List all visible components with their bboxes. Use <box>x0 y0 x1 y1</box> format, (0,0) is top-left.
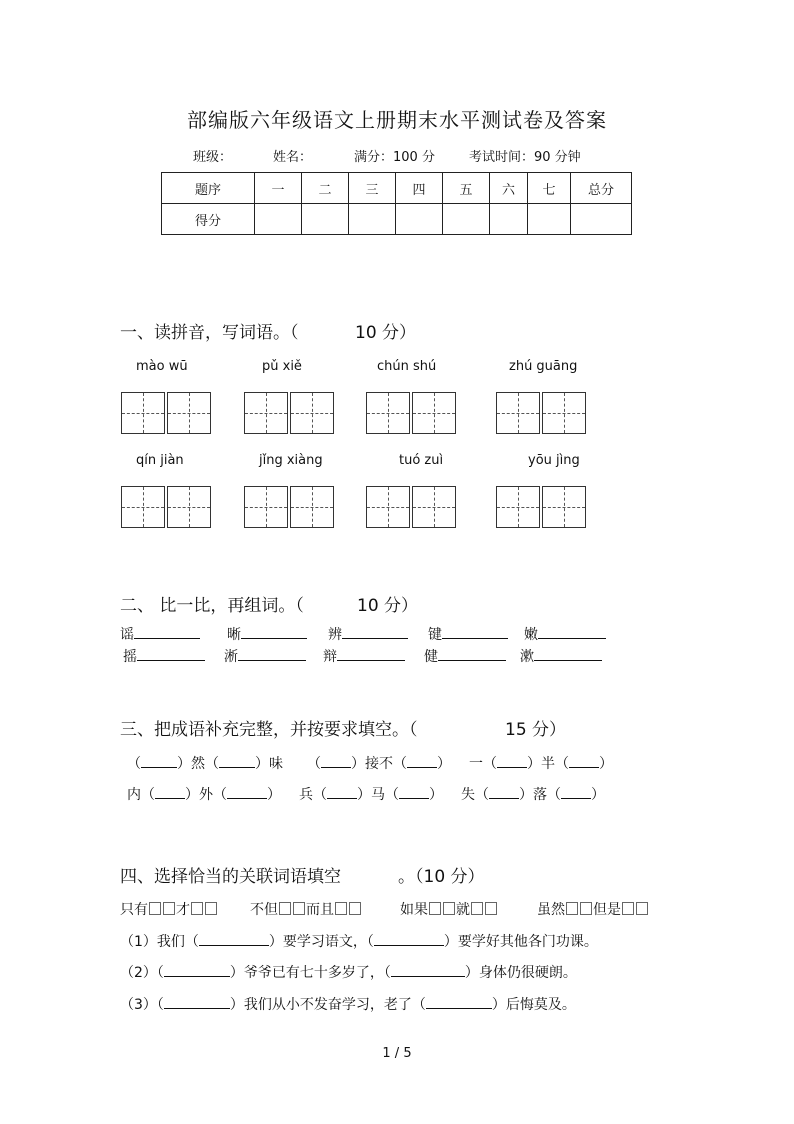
header-cell: 题序 <box>162 173 255 204</box>
idiom-blank[interactable] <box>399 784 429 799</box>
char-cell[interactable] <box>412 392 456 434</box>
char-cell[interactable] <box>542 486 586 528</box>
score-table-score-row <box>162 204 632 235</box>
score-cell <box>255 204 302 235</box>
compare-word <box>227 624 307 644</box>
question-text: ）要学习语文，（ <box>268 934 374 950</box>
blank-box <box>349 902 361 915</box>
answer-blank[interactable] <box>342 624 408 639</box>
conjunction-option <box>120 899 218 919</box>
char: 键 <box>428 627 442 643</box>
blank-box <box>622 902 634 915</box>
answer-blank[interactable] <box>391 962 465 977</box>
answer-blank[interactable] <box>442 624 508 639</box>
section3-heading: 三、把成语补充完整，并按要求填空。（ <box>120 720 418 740</box>
char-cell[interactable] <box>290 486 334 528</box>
idiom-blank[interactable] <box>407 753 437 768</box>
pinyin-6: jǐng xiàng <box>259 453 323 468</box>
writing-grid-2[interactable] <box>244 392 334 434</box>
pinyin-3: chún shú <box>377 359 437 374</box>
idiom-blank[interactable] <box>155 784 185 799</box>
idiom-row-1 <box>127 753 613 773</box>
idiom-blank[interactable] <box>141 753 177 768</box>
conjunction-option <box>537 899 649 919</box>
conj-word: 而且 <box>306 902 334 918</box>
writing-grid-6[interactable] <box>244 486 334 528</box>
score-cell <box>490 204 528 235</box>
blank-box <box>293 902 305 915</box>
section1-points: 10 分） <box>355 323 417 343</box>
idiom-text: ）味 <box>255 756 283 772</box>
answer-blank[interactable] <box>134 624 200 639</box>
conj-word: 只有 <box>120 902 148 918</box>
char: 辨 <box>328 627 342 643</box>
score-cell <box>571 204 632 235</box>
blank-box <box>191 902 203 915</box>
idiom-blank[interactable] <box>569 753 599 768</box>
conj-word: 虽然 <box>537 902 565 918</box>
char: 谣 <box>120 627 134 643</box>
header-cell: 四 <box>396 173 443 204</box>
compare-word <box>520 646 602 666</box>
idiom-text: 内（ <box>127 787 155 803</box>
conjunction-option <box>400 899 498 919</box>
question-text: ）我们从小不发奋学习，老了（ <box>229 997 426 1013</box>
idiom-blank[interactable] <box>321 753 351 768</box>
class-label: 班级： <box>193 150 233 165</box>
char-cell[interactable] <box>121 392 165 434</box>
char-cell[interactable] <box>290 392 334 434</box>
page-number: 1 / 5 <box>382 1046 412 1061</box>
blank-box <box>429 902 441 915</box>
question-text: ）身体仍很硬朗。 <box>464 965 577 981</box>
score-cell <box>349 204 396 235</box>
section3-points: 15 分） <box>505 720 567 740</box>
blank-box <box>485 902 497 915</box>
blank-box <box>279 902 291 915</box>
answer-blank[interactable] <box>337 646 405 661</box>
idiom-text: ） <box>437 756 451 772</box>
writing-grid-3[interactable] <box>366 392 456 434</box>
char-cell[interactable] <box>366 486 410 528</box>
idiom-text: ） <box>591 787 605 803</box>
question-1 <box>120 931 598 951</box>
char-cell[interactable] <box>496 486 540 528</box>
answer-blank[interactable] <box>199 931 269 946</box>
answer-blank[interactable] <box>538 624 606 639</box>
idiom-blank[interactable] <box>489 784 519 799</box>
writing-grid-4[interactable] <box>496 392 586 434</box>
header-cell: 二 <box>302 173 349 204</box>
idiom-text: ） <box>429 787 443 803</box>
char: 摇 <box>123 649 137 665</box>
blank-box <box>335 902 347 915</box>
char: 漱 <box>520 649 534 665</box>
score-table-header-row <box>162 173 632 204</box>
idiom-text: 兵（ <box>299 787 327 803</box>
blank-box <box>566 902 578 915</box>
pinyin-5: qín jiàn <box>136 453 184 468</box>
full-score: 满分：100 分 <box>354 150 435 165</box>
score-cell <box>396 204 443 235</box>
char: 嫩 <box>524 627 538 643</box>
blank-box <box>205 902 217 915</box>
section4-points: 。（10 分） <box>398 867 485 887</box>
answer-blank[interactable] <box>241 624 307 639</box>
idiom-blank[interactable] <box>561 784 591 799</box>
question-3 <box>120 994 576 1014</box>
compare-word <box>120 624 200 644</box>
char-cell[interactable] <box>412 486 456 528</box>
idiom-blank[interactable] <box>219 753 255 768</box>
compare-word <box>328 624 408 644</box>
idiom-text: ） <box>599 756 613 772</box>
compare-word <box>428 624 508 644</box>
question-2 <box>120 962 577 982</box>
char-cell[interactable] <box>167 486 211 528</box>
answer-blank[interactable] <box>164 962 230 977</box>
section2-points: 10 分） <box>357 596 419 616</box>
char: 晰 <box>227 627 241 643</box>
idiom-text: 一（ <box>469 756 497 772</box>
header-cell: 三 <box>349 173 396 204</box>
answer-blank[interactable] <box>238 646 306 661</box>
compare-word <box>524 624 606 644</box>
name-label: 姓名： <box>273 150 313 165</box>
pinyin-4: zhú guāng <box>509 359 578 374</box>
compare-word <box>123 646 205 666</box>
blank-box <box>636 902 648 915</box>
blank-box <box>149 902 161 915</box>
idiom-text: ）落（ <box>519 787 561 803</box>
conj-word: 就 <box>456 902 470 918</box>
char-cell[interactable] <box>244 486 288 528</box>
pinyin-2: pǔ xiě <box>262 359 302 374</box>
blank-box <box>163 902 175 915</box>
question-number: （1） <box>120 934 157 950</box>
score-cell <box>302 204 349 235</box>
section4-heading: 四、选择恰当的关联词语填空 <box>120 867 341 887</box>
compare-word <box>323 646 405 666</box>
idiom-text: ）接不（ <box>351 756 407 772</box>
idiom-blank[interactable] <box>227 784 267 799</box>
question-text: （ <box>156 997 164 1013</box>
header-cell: 总分 <box>571 173 632 204</box>
pinyin-8: yōu jìng <box>528 453 580 468</box>
char-cell[interactable] <box>496 392 540 434</box>
idiom-blank[interactable] <box>497 753 527 768</box>
idiom-row-2 <box>127 784 605 804</box>
pinyin-7: tuó zuì <box>399 453 444 468</box>
char-cell[interactable] <box>244 392 288 434</box>
answer-blank[interactable] <box>534 646 602 661</box>
char: 健 <box>424 649 438 665</box>
compare-word <box>224 646 306 666</box>
char-cell[interactable] <box>366 392 410 434</box>
writing-grid-8[interactable] <box>496 486 586 528</box>
score-row-label: 得分 <box>162 204 255 235</box>
idiom-text: ）外（ <box>185 787 227 803</box>
blank-box <box>443 902 455 915</box>
score-cell <box>528 204 571 235</box>
header-cell: 七 <box>528 173 571 204</box>
question-text: （ <box>156 965 164 981</box>
answer-blank[interactable] <box>164 994 230 1009</box>
char: 辩 <box>323 649 337 665</box>
conjunction-option <box>250 899 362 919</box>
question-text: ）爷爷已有七十多岁了，（ <box>229 965 391 981</box>
header-cell: 五 <box>443 173 490 204</box>
idiom-text: ）然（ <box>177 756 219 772</box>
idiom-blank[interactable] <box>327 784 357 799</box>
exam-time: 考试时间：90 分钟 <box>469 150 581 165</box>
conj-word: 才 <box>176 902 190 918</box>
char: 淅 <box>224 649 238 665</box>
answer-blank[interactable] <box>438 646 506 661</box>
idiom-text: （ <box>307 756 321 772</box>
idiom-text: ）马（ <box>357 787 399 803</box>
conj-word: 不但 <box>250 902 278 918</box>
section2-heading: 二、 比一比，再组词。（ <box>120 596 304 616</box>
idiom-text: （ <box>127 756 141 772</box>
char-cell[interactable] <box>121 486 165 528</box>
idiom-text: ）半（ <box>527 756 569 772</box>
blank-box <box>471 902 483 915</box>
answer-blank[interactable] <box>374 931 444 946</box>
question-number: （3） <box>120 997 157 1013</box>
header-cell: 一 <box>255 173 302 204</box>
page-title: 部编版六年级语文上册期末水平测试卷及答案 <box>187 108 607 132</box>
idiom-text: ） <box>267 787 281 803</box>
char-cell[interactable] <box>167 392 211 434</box>
writing-grid-5[interactable] <box>121 486 211 528</box>
compare-word <box>424 646 506 666</box>
score-table <box>161 172 632 235</box>
section1-heading: 一、读拼音，写词语。（ <box>120 323 299 343</box>
answer-blank[interactable] <box>426 994 492 1009</box>
question-text: ）要学好其他各门功课。 <box>443 934 598 950</box>
question-number: （2） <box>120 965 157 981</box>
pinyin-1: mào wū <box>136 359 188 374</box>
char-cell[interactable] <box>542 392 586 434</box>
idiom-text: 失（ <box>461 787 489 803</box>
writing-grid-7[interactable] <box>366 486 456 528</box>
question-text: 我们（ <box>156 934 199 950</box>
question-text: ）后悔莫及。 <box>491 997 576 1013</box>
writing-grid-1[interactable] <box>121 392 211 434</box>
header-cell: 六 <box>490 173 528 204</box>
blank-box <box>580 902 592 915</box>
conj-word: 如果 <box>400 902 428 918</box>
score-cell <box>443 204 490 235</box>
answer-blank[interactable] <box>137 646 205 661</box>
conj-word: 但是 <box>593 902 621 918</box>
